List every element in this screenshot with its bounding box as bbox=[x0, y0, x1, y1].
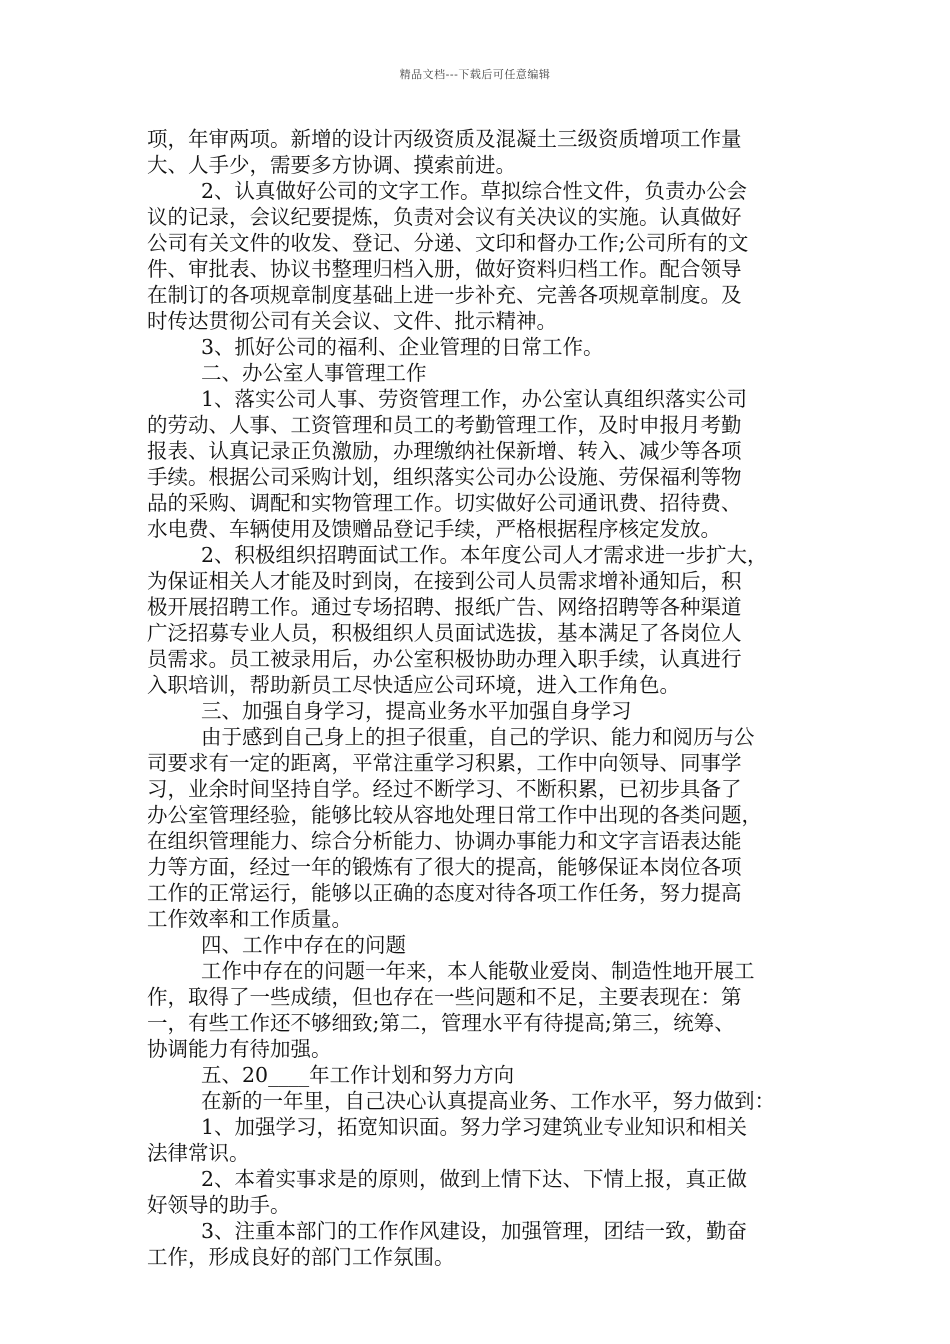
paragraph-line: 2、本着实事求是的原则，做到上情下达、下情上报，真正做 bbox=[201, 1167, 748, 1191]
paragraph-line: 力等方面，经过一年的锻炼有了很大的提高，能够保证本岗位各项 bbox=[147, 855, 742, 879]
paragraph-line: 办公室管理经验，能够比较从容地处理日常工作中出现的各类问题， bbox=[147, 803, 762, 827]
section-heading: 二、办公室人事管理工作 bbox=[201, 361, 427, 385]
paragraph-line: 工作中存在的问题一年来，本人能敬业爱岗、制造性地开展工 bbox=[201, 959, 755, 983]
paragraph-line: 工作效率和工作质量。 bbox=[147, 907, 352, 931]
paragraph-line: 2、认真做好公司的文字工作。草拟综合性文件，负责办公会 bbox=[201, 179, 748, 203]
paragraph-line: 2、积极组织招聘面试工作。本年度公司人才需求进一步扩大， bbox=[201, 543, 768, 567]
paragraph-line: 水电费、车辆使用及馈赠品登记手续，严格根据程序核定发放。 bbox=[147, 517, 721, 541]
paragraph-line: 品的采购、调配和实物管理工作。切实做好公司通讯费、招待费、 bbox=[147, 491, 742, 515]
paragraph-line: 1、加强学习，拓宽知识面。努力学习建筑业专业知识和相关 bbox=[201, 1115, 748, 1139]
paragraph-line: 员需求。员工被录用后，办公室积极协助办理入职手续，认真进行 bbox=[147, 647, 742, 671]
paragraph-line: 在制订的各项规章制度基础上进一步补充、完善各项规章制度。及 bbox=[147, 283, 742, 307]
paragraph-line: 工作的正常运行，能够以正确的态度对待各项工作任务，努力提高 bbox=[147, 881, 742, 905]
paragraph-line: 的劳动、人事、工资管理和员工的考勤管理工作，及时申报月考勤 bbox=[147, 413, 742, 437]
paragraph-line: 3、注重本部门的工作作风建设，加强管理，团结一致，勤奋 bbox=[201, 1219, 748, 1243]
paragraph-line: 为保证相关人才能及时到岗，在接到公司人员需求增补通知后，积 bbox=[147, 569, 742, 593]
paragraph-line: 时传达贯彻公司有关会议、文件、批示精神。 bbox=[147, 309, 557, 333]
paragraph-line: 报表、认真记录正负激励，办理缴纳社保新增、转入、减少等各项 bbox=[147, 439, 742, 463]
paragraph-line: 工作，形成良好的部门工作氛围。 bbox=[147, 1245, 455, 1269]
paragraph-line: 在新的一年里，自己决心认真提高业务、工作水平，努力做到： bbox=[201, 1089, 775, 1113]
paragraph-line: 1、落实公司人事、劳资管理工作，办公室认真组织落实公司 bbox=[201, 387, 748, 411]
paragraph-line: 一，有些工作还不够细致;第二，管理水平有待提高;第三，统筹、 bbox=[147, 1011, 735, 1035]
paragraph-line: 入职培训，帮助新员工尽快适应公司环境，进入工作角色。 bbox=[147, 673, 680, 697]
paragraph-line: 好领导的助手。 bbox=[147, 1193, 291, 1217]
paragraph-line: 3、抓好公司的福利、企业管理的日常工作。 bbox=[201, 335, 604, 359]
paragraph-line: 手续。根据公司采购计划，组织落实公司办公设施、劳保福利等物 bbox=[147, 465, 742, 489]
page-header: 精品文档---下载后可任意编辑 bbox=[399, 68, 551, 81]
section-heading: 三、加强自身学习，提高业务水平加强自身学习 bbox=[201, 699, 632, 723]
paragraph-line: 习，业余时间坚持自学。经过不断学习、不断积累，已初步具备了 bbox=[147, 777, 742, 801]
paragraph-line: 大、人手少，需要多方协调、摸索前进。 bbox=[147, 153, 516, 177]
paragraph-line: 项，年审两项。新增的设计丙级资质及混凝土三级资质增项工作量 bbox=[147, 127, 742, 151]
section-heading: 四、工作中存在的问题 bbox=[201, 933, 406, 957]
paragraph-line: 公司有关文件的收发、登记、分递、文印和督办工作;公司所有的文 bbox=[147, 231, 749, 255]
paragraph-line: 在组织管理能力、综合分析能力、协调办事能力和文字言语表达能 bbox=[147, 829, 742, 853]
paragraph-line: 司要求有一定的距离，平常注重学习积累，工作中向领导、同事学 bbox=[147, 751, 742, 775]
paragraph-line: 法律常识。 bbox=[147, 1141, 250, 1165]
paragraph-line: 极开展招聘工作。通过专场招聘、报纸广告、网络招聘等各种渠道 bbox=[147, 595, 742, 619]
section-heading: 五、20____年工作计划和努力方向 bbox=[201, 1063, 515, 1087]
paragraph-line: 协调能力有待加强。 bbox=[147, 1037, 332, 1061]
paragraph-line: 作，取得了一些成绩，但也存在一些问题和不足，主要表现在：第 bbox=[147, 985, 742, 1009]
paragraph-line: 件、审批表、协议书整理归档入册，做好资料归档工作。配合领导 bbox=[147, 257, 742, 281]
paragraph-line: 议的记录，会议纪要提炼，负责对会议有关决议的实施。认真做好 bbox=[147, 205, 742, 229]
paragraph-line: 由于感到自己身上的担子很重，自己的学识、能力和阅历与公 bbox=[201, 725, 755, 749]
document-body bbox=[147, 126, 809, 1270]
paragraph-line: 广泛招募专业人员，积极组织人员面试选拔，基本满足了各岗位人 bbox=[147, 621, 742, 645]
